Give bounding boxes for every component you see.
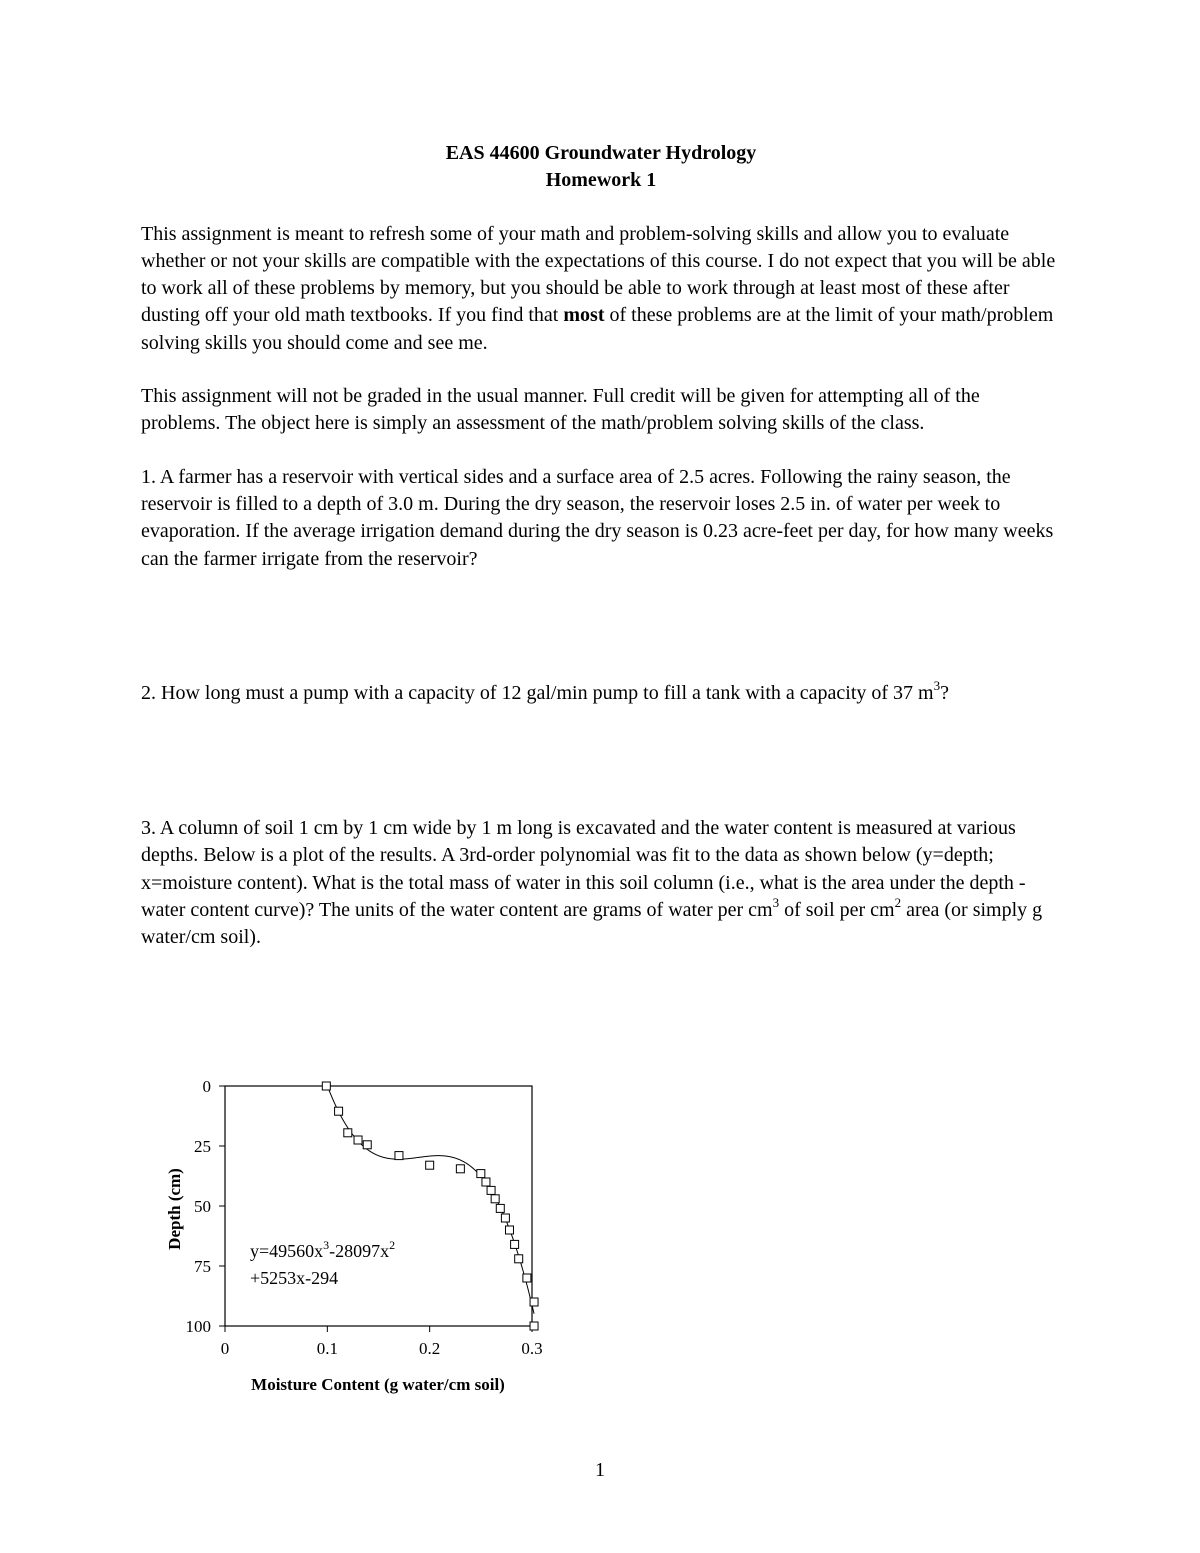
intro-text-a: This assignment is meant to refresh some of your math and problem-solving skills and allow you to evaluate whether or not your skills are compatible with the expectations of this course. I do not expect that you will be able to work all of these problems by memory, but you should be able to work through at least most of these after dusting off your old math textbooks. If you find that [141,222,1056,327]
y-tick-label: 50 [194,1197,211,1216]
problem-3 [141,815,1061,951]
data-point-marker [335,1107,343,1115]
intro-text-b: of these problems are at the limit of your math/problem solving skills you should come and see me. [141,304,1054,354]
fit-equation-line-1: $y=49560x^3-28097x^2$ [250,1238,396,1261]
problem-3-text-a: 3. A column of soil 1 cm by 1 cm wide by 1 m long is excavated and the water content is measured at various depths. Below is a plot of the results. A 3rd-order polynomial was fit to the data as shown below (y=depth; x=moisture content). What is the total mass of water in this soil column (i.e., what is the area under the depth -water content curve)? The units of the water content are grams of water per cm [141,817,1026,922]
x-tick-label: 0.1 [316,1339,338,1358]
intro-paragraph-1 [141,221,1061,357]
data-point-marker [482,1178,490,1186]
fit-equation-line-2: +5253x-294 [250,1268,339,1288]
data-point-marker [505,1226,513,1234]
data-point-marker [477,1170,485,1178]
y-tick-label: 100 [185,1317,211,1336]
assignment-title: Homework 1 [545,169,657,192]
x-tick-label: 0.3 [521,1339,543,1358]
data-point-marker [511,1240,519,1248]
fit-curve-line [326,1086,534,1314]
y-tick-label: 75 [194,1257,211,1276]
data-point-marker [523,1274,531,1282]
data-point-marker [426,1161,434,1169]
moisture-depth-chart [148,1072,558,1402]
chart-svg [148,1072,558,1402]
data-point-marker [487,1186,495,1194]
data-point-marker [322,1082,330,1090]
data-point-marker [456,1165,464,1173]
problem-3-text-c: area (or simply g water/cm soil). [141,899,1043,949]
page-number: 1 [595,1459,605,1481]
data-point-marker [501,1214,509,1222]
data-point-marker [363,1141,371,1149]
data-point-marker [491,1195,499,1203]
course-title: EAS 44600 Groundwater Hydrology [445,142,757,164]
intro-bold-word: most [563,304,605,327]
x-tick-label: 0 [220,1339,230,1358]
problem-2-superscript: 3 [933,678,941,694]
data-point-marker [530,1322,538,1330]
x-tick-label: 0.2 [419,1339,441,1358]
data-point-marker [515,1255,523,1263]
x-axis-label: Moisture Content (g water/cm soil) [251,1375,505,1394]
data-point-marker [395,1152,403,1160]
problem-3-text-b: of soil per cm [779,899,895,922]
y-axis-label: Depth (cm) [165,1168,184,1250]
y-tick-label: 0 [202,1077,211,1096]
problem-3-superscript-1: 3 [772,895,780,911]
data-point-marker [344,1129,352,1137]
problem-2-text: 2. How long must a pump with a capacity of 12 gal/min pump to fill a tank with a capacity of 37 m [141,681,934,704]
data-point-marker [354,1136,362,1144]
problem-1: 1. A farmer has a reservoir with vertical sides and a surface area of 2.5 acres. Following the rainy season, the reservoir is filled to a depth of 3.0 m. During the dry season, the reservoir loses 2.5 in. of water per week to evaporation. If the average irrigation demand during the dry season is 0.23 acre-feet per day, for how many weeks can the farmer irrigate from the reservoir? [141,465,1054,570]
y-tick-label: 25 [194,1137,211,1156]
problem-3-superscript-2: 2 [894,895,902,911]
problem-2 [141,680,1061,707]
data-point-marker [530,1298,538,1306]
document-body [141,140,1061,952]
problem-2-end: ? [940,681,950,704]
plot-area-frame [225,1086,532,1326]
data-point-marker [496,1204,504,1212]
intro-paragraph-2: This assignment will not be graded in the usual manner. Full credit will be given for attempting all of the problems. The object here is simply an assessment of the math/problem solving skills of the class. [141,385,980,435]
